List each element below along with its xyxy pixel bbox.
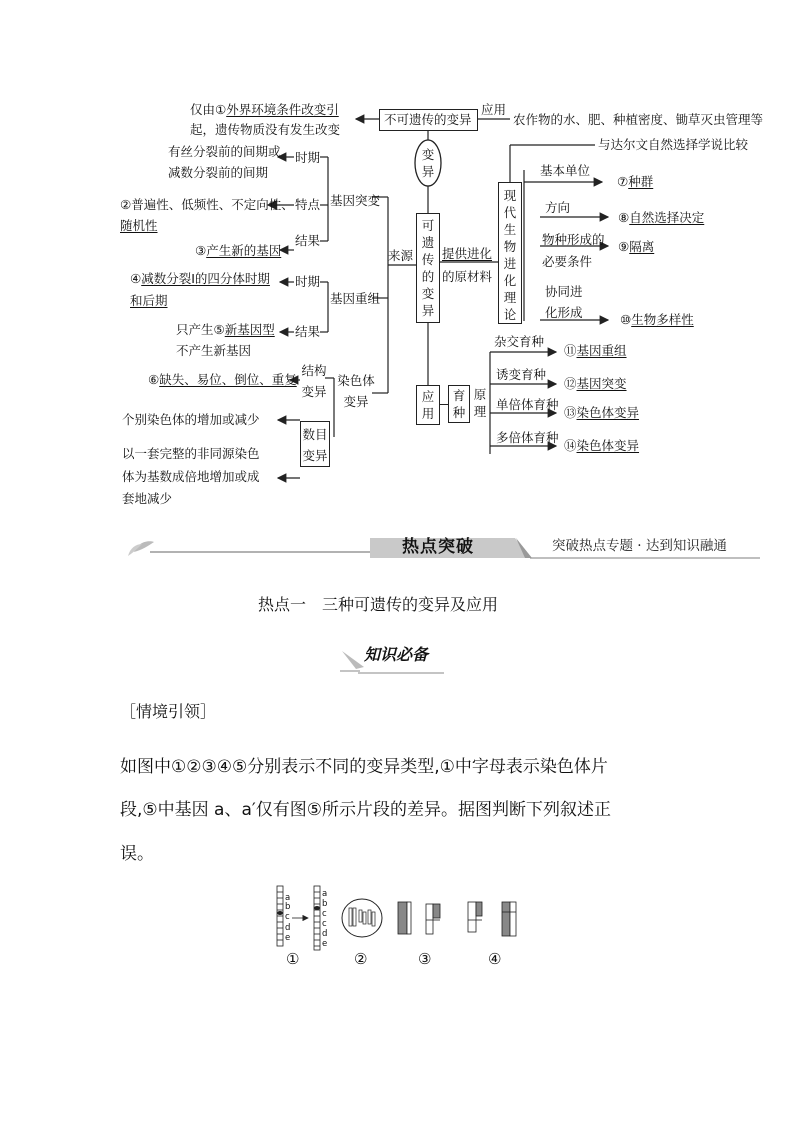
number-text-2c: 套地减少	[122, 491, 173, 506]
svg-text:b: b	[285, 902, 291, 912]
non-heritable-box	[379, 109, 478, 131]
gene-mutation-label: 基因突变	[330, 193, 381, 208]
section-title: 热点一 三种可遗传的变异及应用	[258, 595, 499, 614]
gm-time-text-2: 减数分裂前的间期	[168, 165, 269, 180]
svg-text:c: c	[322, 909, 327, 919]
breeding-method-4: 多倍体育种	[496, 430, 559, 445]
banner-subtitle: 突破热点专题 · 达到知识融通	[552, 538, 727, 554]
rc-time-text-1: ④减数分裂Ⅰ的四分体时期	[130, 271, 270, 286]
breeding-answer-4: ⑭染色体变异	[564, 438, 640, 453]
paragraph-line-1: 如图中①②③④⑤分别表示不同的变异类型,①中字母表示染色体片	[120, 757, 608, 777]
breeding-answer-2: ⑫基因突变	[564, 376, 627, 391]
chromosome-variation-label: 染色体 变异	[337, 373, 375, 409]
svg-text:a: a	[322, 889, 328, 899]
figure-label-2: ②	[354, 950, 368, 968]
non-heritable-desc-line2: 起，遗传物质没有发生改变	[190, 122, 341, 137]
context-label: ［情境引领］	[120, 702, 217, 721]
gm-feature-text-2: 随机性	[120, 218, 158, 233]
gm-result-label: 结果	[295, 233, 321, 248]
provide-label-1: 提供进化	[442, 246, 493, 261]
svg-text:e: e	[285, 933, 291, 943]
basic-unit-answer: ⑦种群	[617, 174, 654, 189]
paragraph-line-2: 段,⑤中基因 a、a′仅有图⑤所示片段的差异。据图判断下列叙述正	[120, 800, 611, 820]
coevolution-answer: ⑩生物多样性	[620, 312, 694, 327]
gm-feature-label: 特点	[295, 197, 321, 212]
species-label-1: 物种形成的	[542, 232, 605, 247]
breeding-answer-3: ⑬染色体变异	[564, 405, 640, 420]
number-variation-box: 数目 变异	[300, 421, 330, 467]
non-heritable-label: 不可遗传的变异	[384, 112, 472, 127]
provide-label-2: 的原材料	[442, 269, 493, 284]
principle-label: 原 理	[473, 387, 487, 419]
svg-text:c: c	[322, 919, 327, 929]
apply-text: 农作物的水、肥、种植密度、锄草灭虫管理等	[513, 112, 764, 127]
figure-2-cell	[342, 899, 382, 937]
rc-result-label: 结果	[295, 324, 321, 339]
figure-1-chromosome-before	[277, 886, 283, 946]
rc-result-text-2: 不产生新基因	[176, 343, 252, 358]
non-heritable-desc-line1: 仅由①外界环境条件改变引	[190, 102, 339, 117]
figure-label-4: ④	[488, 950, 502, 968]
number-text-2b: 体为基数成倍地增加或成	[122, 469, 260, 484]
figure-label-3: ③	[418, 950, 432, 968]
rc-time-label: 时期	[295, 274, 321, 289]
breeding-box: 育 种	[448, 385, 470, 423]
rc-result-text-1: 只产生⑤新基因型	[176, 322, 275, 337]
breeding-method-2: 诱变育种	[496, 367, 547, 382]
basic-unit-label: 基本单位	[540, 163, 591, 178]
gm-time-label: 时期	[295, 150, 321, 165]
svg-text:e: e	[322, 939, 328, 949]
svg-text:a: a	[285, 893, 291, 903]
figure-1-letters-after	[322, 889, 327, 949]
coevolution-label-1: 协同进	[545, 284, 583, 299]
structural-text: ⑥缺失、易位、倒位、重复	[148, 372, 297, 387]
breeding-method-1: 杂交育种	[494, 334, 545, 349]
coevolution-label-2: 化形成	[545, 305, 583, 320]
number-text-1: 个别染色体的增加或减少	[122, 412, 260, 427]
breeding-answer-1: ⑪基因重组	[564, 343, 627, 358]
structural-label: 结构 变异	[301, 363, 327, 399]
apply-label: 应用	[481, 102, 507, 117]
svg-text:d: d	[322, 929, 328, 939]
apply-box: 应 用	[416, 385, 440, 425]
figure-label-1: ①	[286, 950, 300, 968]
variation-figure	[270, 882, 530, 952]
figure-1-letters	[285, 893, 290, 943]
knowledge-badge-text: 知识必备	[364, 645, 429, 664]
banner-title: 热点突破	[402, 537, 474, 557]
figure-4-chromosomes	[468, 902, 516, 936]
darwin-compare-text: 与达尔文自然选择学说比较	[598, 137, 749, 152]
heritable-variation-box: 可 遗 传 的 变 异	[416, 213, 440, 323]
mutation-oval-text: 变 异	[421, 147, 435, 179]
direction-label: 方向	[545, 200, 571, 215]
gm-feature-text-1: ②普遍性、低频性、不定向性、	[120, 197, 294, 212]
pen-icon	[342, 651, 364, 669]
paragraph-line-3: 误。	[120, 844, 154, 864]
svg-text:c: c	[285, 912, 290, 922]
svg-text:b: b	[322, 899, 328, 909]
recombination-label: 基因重组	[330, 291, 381, 306]
species-label-2: 必要条件	[542, 254, 593, 269]
species-answer: ⑨隔离	[618, 239, 655, 254]
modern-evolution-box: 现 代 生 物 进 化 理 论	[498, 182, 522, 324]
breeding-method-3: 单倍体育种	[496, 397, 559, 412]
number-text-2a: 以一套完整的非同源染色	[122, 446, 260, 461]
gm-result-text: ③产生新的基因	[195, 243, 282, 258]
figure-1-chromosome-after	[314, 886, 320, 950]
rc-time-text-2: 和后期	[130, 293, 168, 308]
gm-time-text-1: 有丝分裂前的间期或	[168, 144, 281, 159]
source-label: 来源	[388, 248, 414, 263]
svg-text:d: d	[285, 923, 291, 933]
direction-answer: ⑧自然选择决定	[618, 210, 705, 225]
figure-3-chromosomes	[398, 902, 440, 934]
